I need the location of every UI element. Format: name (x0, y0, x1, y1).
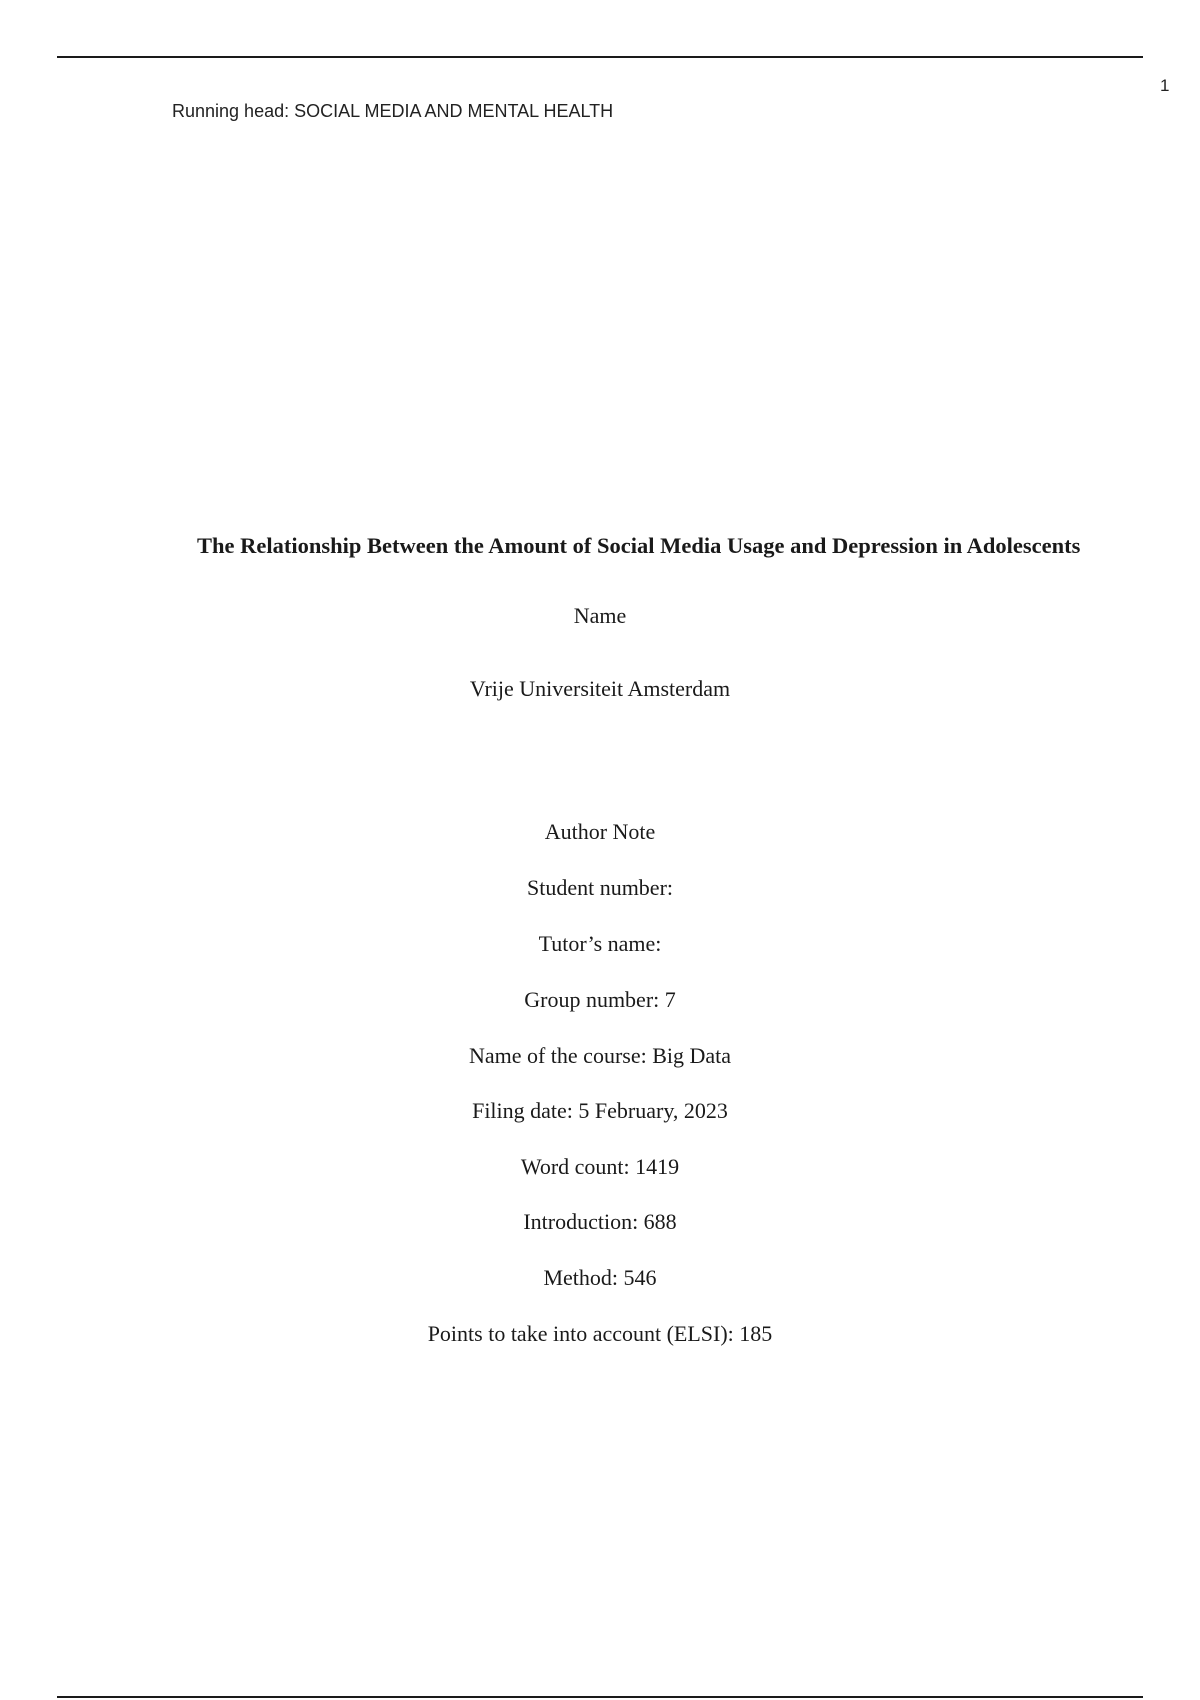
paper-title: The Relationship Between the Amount of Social Media Usage and Depression in Adolescents (197, 533, 1081, 558)
author-note-line-course-name: Name of the course: Big Data (468, 1043, 732, 1068)
author-note-line-method: Method: 546 (543, 1265, 657, 1290)
author-note-line-student-number: Student number: (526, 875, 674, 900)
author-note-line-filing-date: Filing date: 5 February, 2023 (472, 1098, 728, 1123)
author-note-line-group-number: Group number: 7 (524, 987, 676, 1012)
author-note-line-tutor-name: Tutor’s name: (538, 931, 662, 956)
footer-rule (57, 1696, 1143, 1698)
author-note-line-introduction: Introduction: 688 (523, 1209, 677, 1234)
author-note-heading: Author Note (544, 819, 656, 844)
author-note-line-elsi: Points to take into account (ELSI): 185 (427, 1321, 773, 1346)
institution: Vrije Universiteit Amsterdam (469, 676, 731, 701)
page-number: 1 (1160, 76, 1170, 95)
running-head: Running head: SOCIAL MEDIA AND MENTAL HEALTH (172, 101, 614, 121)
author-note-line-word-count: Word count: 1419 (520, 1154, 680, 1179)
header-rule (57, 56, 1143, 58)
author-name: Name (573, 603, 627, 628)
